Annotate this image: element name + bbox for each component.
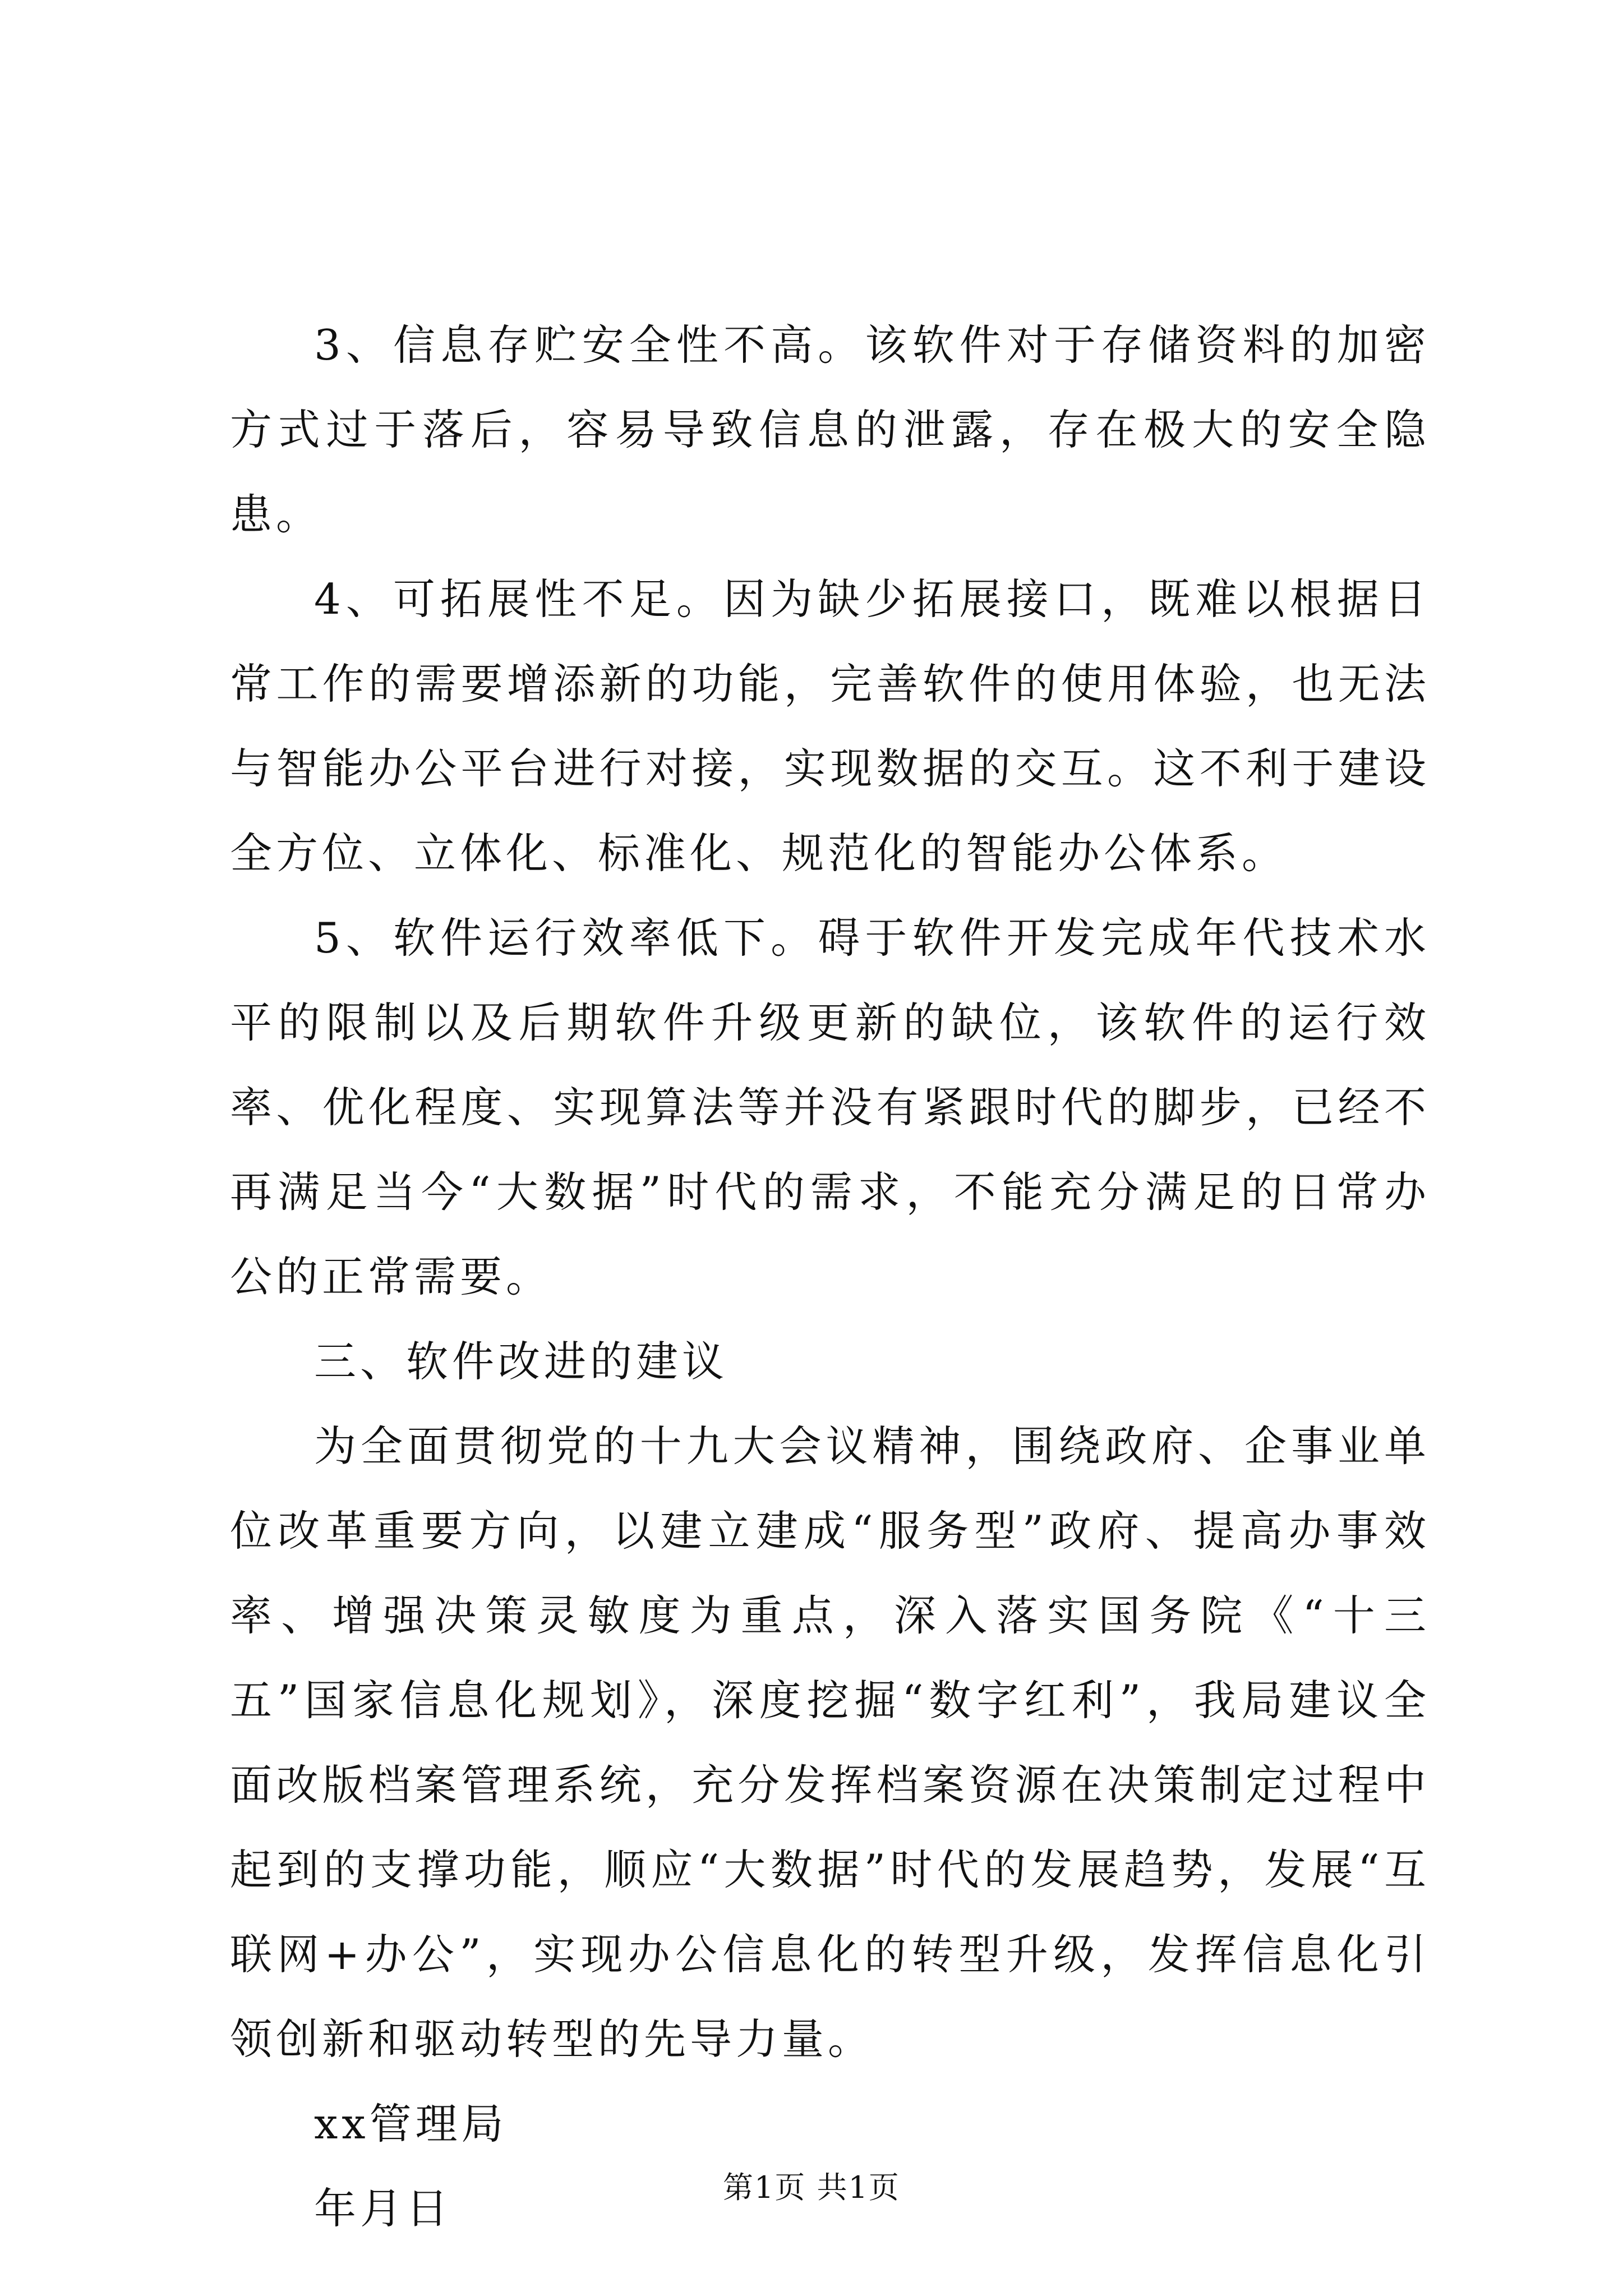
recommendation-paragraph: 为全面贯彻党的十九大会议精神，围绕政府、企事业单位改革重要方向，以建立建成“服务型”政府、提高办事效率、增强决策灵敏度为重点，深入落实国务院《“十三五”国家信息化规划》，深度挖掘“数字红利”，我局建议全面改版档案管理系统，充分发挥档案资源在决策制定过程中起到的支撑功能，顺应“大数据”时代的发展趋势，发展“互联网+办公”，实现办公信息化的转型升级，发挥信息化引领创新和驱动转型的先导力量。	[230, 1421, 1430, 2064]
paragraph-item-3: 3、信息存贮安全性不高。该软件对于存储资料的加密方式过于落后，容易导致信息的泄露，存在极大的安全隐患。	[230, 320, 1430, 539]
signature-organization: xx管理局	[314, 2099, 508, 2148]
page-footer	[0, 2168, 1623, 2207]
paragraph-item-4: 4、可拓展性不足。因为缺少拓展接口，既难以根据日常工作的需要增添新的功能，完善软件的使用体验，也无法与智能办公平台进行对接，实现数据的交互。这不利于建设全方位、立体化、标准化、规范化的智能办公体系。	[230, 574, 1430, 878]
page-number-label: 第1页 共1页	[723, 2170, 900, 2205]
signature-date: 年月日	[314, 2184, 453, 2233]
document-body	[230, 303, 1430, 2251]
section-heading: 三、软件改进的建议	[314, 1337, 728, 1386]
paragraph-item-5: 5、软件运行效率低下。碍于软件开发完成年代技术水平的限制以及后期软件升级更新的缺位，该软件的运行效率、优化程度、实现算法等并没有紧跟时代的脚步，已经不再满足当今“大数据”时代的需求，不能充分满足的日常办公的正常需要。	[230, 913, 1430, 1301]
